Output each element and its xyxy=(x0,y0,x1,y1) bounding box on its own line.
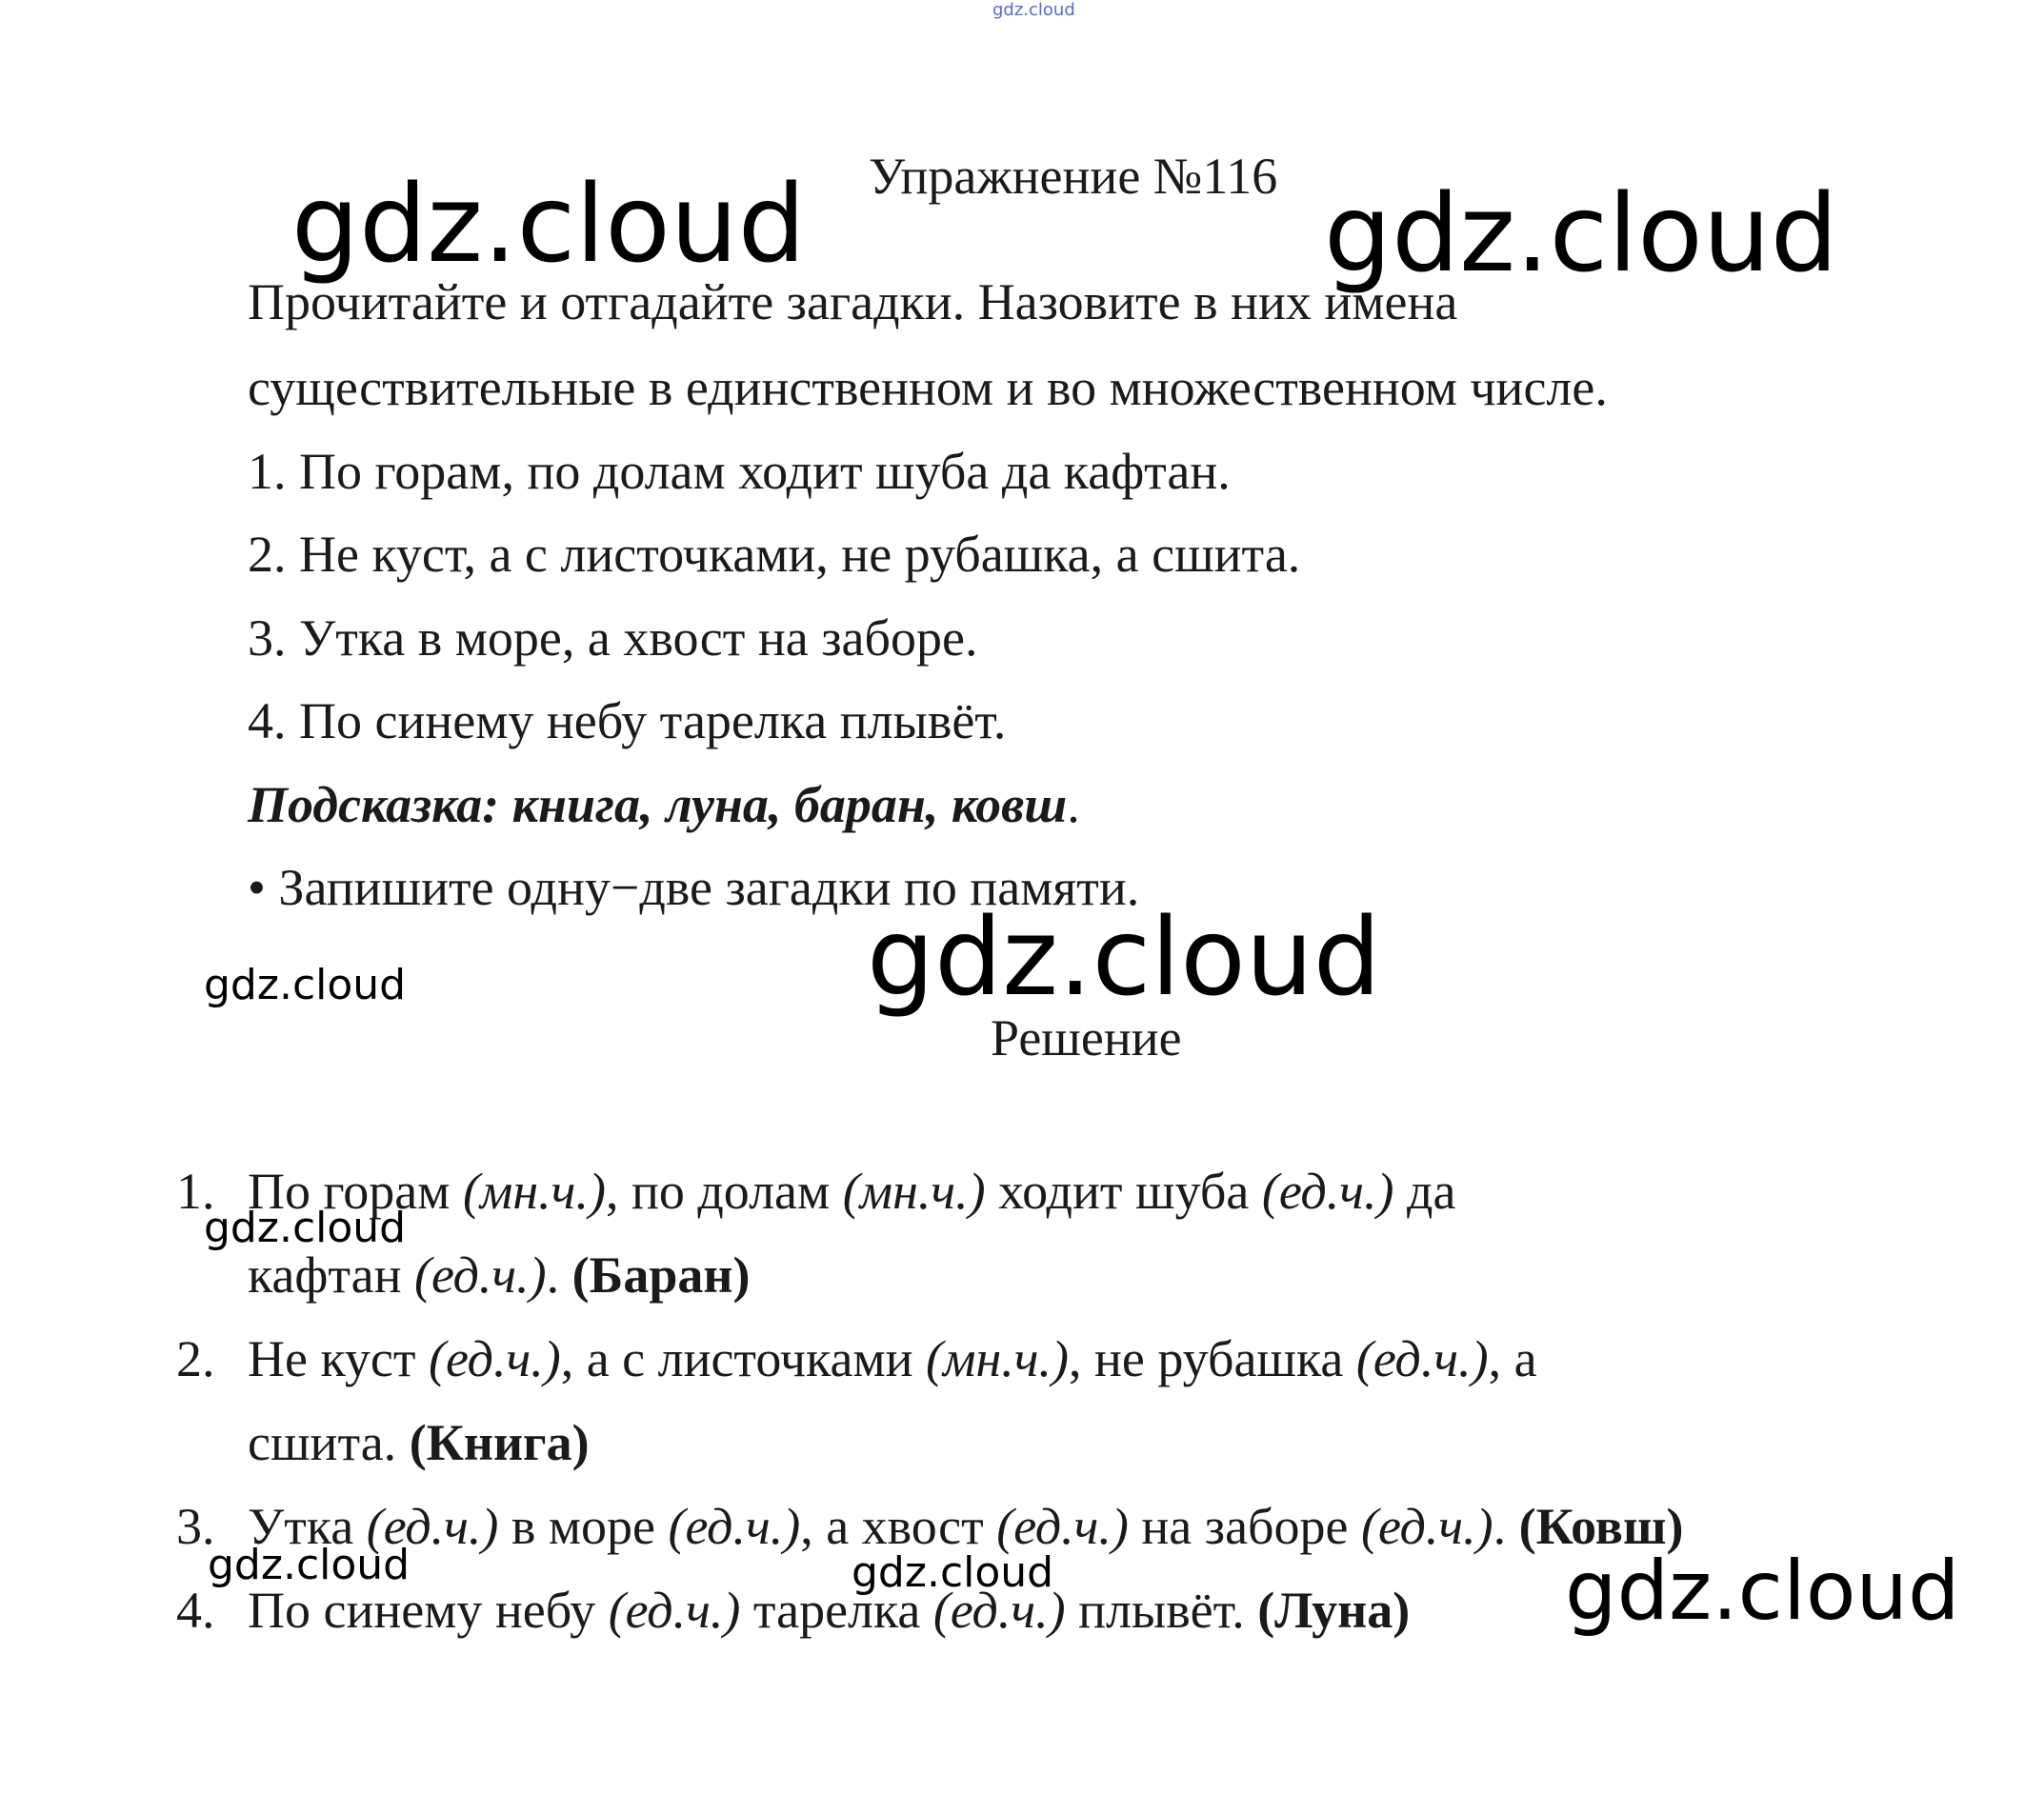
grammar-note: (ед.ч.) xyxy=(932,1582,1066,1639)
riddle-text: По синему небу xyxy=(248,1582,609,1639)
riddle-text: . xyxy=(546,1246,572,1304)
solution-2-line-2 xyxy=(248,1414,590,1471)
grammar-note: (мн.ч.) xyxy=(926,1330,1070,1387)
grammar-note: (ед.ч.) xyxy=(1261,1163,1394,1220)
watermark-bottom-right: gdz.cloud xyxy=(1565,1544,1960,1639)
riddle-1: 1. По горам, по долам ходит шуба да кафтан. xyxy=(248,443,1231,500)
instruction-line-1: Прочитайте и отгадайте загадки. Назовите в них имена xyxy=(248,273,1458,330)
solution-3-line-1 xyxy=(248,1498,1684,1555)
solution-1-line-1 xyxy=(248,1163,1456,1220)
solution-number-3: 3. xyxy=(176,1498,215,1555)
watermark-top-left: gdz.cloud xyxy=(291,163,806,287)
riddle-text: , не рубашка xyxy=(1069,1330,1356,1387)
grammar-note: (ед.ч.) xyxy=(366,1498,499,1555)
solution-heading: Решение xyxy=(991,1009,1182,1066)
hint-period: . xyxy=(1067,776,1080,833)
riddle-text: тарелка xyxy=(740,1582,933,1639)
riddle-text: Утка xyxy=(248,1498,367,1555)
riddle-text: плывёт. xyxy=(1065,1582,1258,1639)
watermark-left-mid: gdz.cloud xyxy=(204,961,407,1009)
riddle-text: да xyxy=(1393,1163,1456,1220)
grammar-note: (ед.ч.) xyxy=(668,1498,801,1555)
solution-4-line-1 xyxy=(248,1582,1411,1639)
answer-word: (Ковш) xyxy=(1518,1498,1684,1555)
riddle-text: в море xyxy=(498,1498,669,1555)
riddle-2: 2. Не куст, а с листочками, не рубашка, а сшита. xyxy=(248,526,1301,583)
grammar-note: (ед.ч.) xyxy=(996,1498,1129,1555)
riddle-text: на заборе xyxy=(1128,1498,1361,1555)
solution-2-line-1 xyxy=(248,1330,1537,1387)
task-line: • Запишите одну−две загадки по памяти. xyxy=(248,859,1140,916)
riddle-text: . xyxy=(1493,1498,1519,1555)
hint-text: Подсказка: книга, луна, баран, ковш xyxy=(248,776,1068,833)
grammar-note: (ед.ч.) xyxy=(1355,1330,1489,1387)
grammar-note: (ед.ч.) xyxy=(414,1246,547,1304)
riddle-text: По горам xyxy=(248,1163,463,1220)
riddle-text: , а xyxy=(1488,1330,1537,1387)
solution-number-2: 2. xyxy=(176,1330,215,1387)
riddle-text: сшита. xyxy=(248,1414,410,1471)
grammar-note: (мн.ч.) xyxy=(842,1163,986,1220)
riddle-text: , а хвост xyxy=(800,1498,997,1555)
solution-number-4: 4. xyxy=(176,1582,215,1639)
watermark-center-item3: gdz.cloud xyxy=(852,1548,1054,1597)
grammar-note: (ед.ч.) xyxy=(608,1582,741,1639)
watermark-center: gdz.cloud xyxy=(867,896,1381,1020)
watermark-top-right: gdz.cloud xyxy=(1324,172,1838,296)
grammar-note: (ед.ч.) xyxy=(429,1330,561,1387)
riddle-text: Не куст xyxy=(248,1330,430,1387)
riddle-3: 3. Утка в море, а хвост на заборе. xyxy=(248,609,978,667)
riddle-text: ходит шуба xyxy=(985,1163,1262,1220)
watermark-left-item3: gdz.cloud xyxy=(208,1541,411,1589)
exercise-title: Упражнение №116 xyxy=(869,148,1278,205)
grammar-note: (мн.ч.) xyxy=(462,1163,606,1220)
watermark-top-small: gdz.cloud xyxy=(992,0,1075,20)
answer-word: (Луна) xyxy=(1257,1582,1411,1639)
riddle-text: , по долам xyxy=(605,1163,843,1220)
answer-word: (Книга) xyxy=(409,1414,590,1471)
riddle-text: кафтан xyxy=(248,1246,414,1304)
riddle-text: , а с листочками xyxy=(560,1330,927,1387)
watermark-left-item1: gdz.cloud xyxy=(204,1204,407,1252)
grammar-note: (ед.ч.) xyxy=(1361,1498,1493,1555)
solution-1-line-2 xyxy=(248,1246,751,1304)
instruction-line-2: существительные в единственном и во множественном числе. xyxy=(248,359,1608,416)
hint-line xyxy=(248,776,1080,833)
solution-number-1: 1. xyxy=(176,1163,215,1220)
answer-word: (Баран) xyxy=(571,1246,751,1304)
riddle-4: 4. По синему небу тарелка плывёт. xyxy=(248,692,1007,749)
